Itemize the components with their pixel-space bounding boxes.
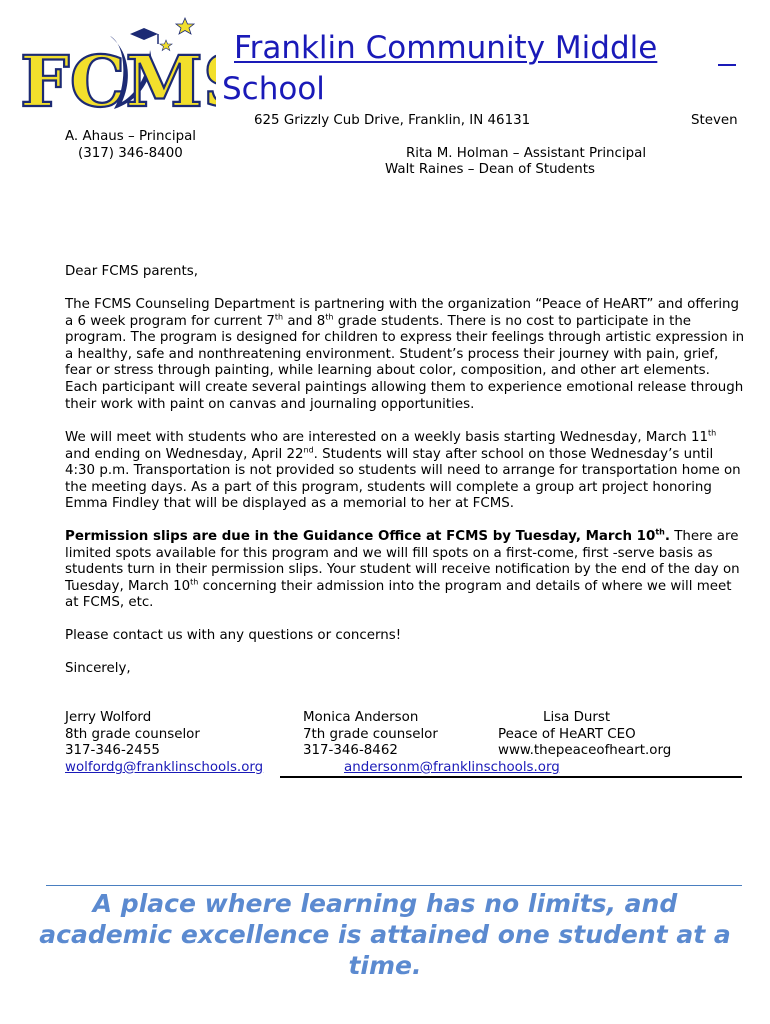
p2-sup-2: nd	[303, 445, 314, 455]
logo-text: FCM	[20, 40, 203, 114]
p3-deadline-text: Permission slips are due in the Guidance Office at FCMS by Tuesday, March 10	[65, 529, 656, 544]
signer-phone: 317-346-2455	[65, 743, 160, 759]
p1-sup-2: th	[325, 312, 334, 322]
signer-name: Jerry Wolford	[65, 710, 152, 725]
p2-sup-1: th	[708, 428, 717, 438]
signature-wolford	[65, 710, 263, 776]
p1-text-c: grade students. There is no cost to participate in the program. The program is designed for children to express their feelings through artistic expression in a healthy, safe and nonthreatening environment. Student’s process their journey with pain, grief, fear or stress through painting, while learning about color, composition, and other art elements. Each participant will create several paintings allowing them to experience emotional release through their work with paint on canvas and journaling opportunities.	[65, 313, 745, 412]
closing-text: Sincerely,	[65, 661, 131, 676]
school-address: 625 Grizzly Cub Drive, Franklin, IN 46131	[254, 113, 531, 128]
p1-sup-1: th	[274, 312, 284, 322]
school-name-line2: School	[222, 71, 325, 107]
footer-divider	[46, 885, 742, 886]
p3-text-b: concerning their admission into the program and details of where we will meet at FCMS, etc.	[65, 578, 732, 611]
p3-sup: th	[190, 577, 199, 587]
p1-text-a: The FCMS Counseling Department is partnering with the organization “Peace of HeART” and offering a 6 week program for current 7	[65, 297, 740, 329]
p3-deadline-sup: th	[655, 527, 665, 537]
letter-paragraph-4	[65, 628, 745, 645]
fcms-logo-icon	[18, 14, 216, 114]
p2-text-a: We will meet with students who are interested on a weekly basis starting Wednesday, March 11	[65, 430, 709, 445]
letter-greeting	[65, 264, 745, 281]
p4-text: Please contact us with any questions or concerns!	[65, 628, 402, 643]
email-link-anderson[interactable]: andersonm@franklinschools.org	[344, 759, 560, 775]
signer-title: 8th grade counselor	[65, 726, 200, 742]
principal-line: A. Ahaus – Principal	[65, 129, 197, 144]
p2-text-c: . Students will stay after school on those Wednesday’s until 4:30 p.m. Transportation is not provided so students will need to arrange for transportation home on the meeting days. As a part of this program, students will complete a group art project honoring Emma Findley that will be displayed as a memorial to her at FCMS.	[65, 446, 741, 512]
school-motto: A place where learning has no limits, and academic excellence is attained one student at a time.	[39, 889, 731, 980]
signer-phone: 317-346-8462	[303, 743, 398, 759]
p3-deadline-end: .	[664, 529, 670, 544]
principal-first-name: Steven	[691, 113, 738, 128]
letter-paragraph-1	[65, 297, 745, 413]
signer-name: Lisa Durst	[543, 710, 611, 725]
dean-of-students: Walt Raines – Dean of Students	[385, 162, 596, 177]
signer-website: www.thepeaceofheart.org	[498, 743, 672, 759]
signer-title: 7th grade counselor	[303, 726, 438, 742]
assistant-principal: Rita M. Holman – Assistant Principal	[406, 146, 647, 161]
signature-durst	[498, 710, 671, 760]
school-phone: (317) 346-8400	[78, 146, 183, 161]
signature-divider	[280, 776, 742, 778]
title-underline	[718, 64, 736, 66]
p2-text-b: and ending on Wednesday, April 22	[65, 446, 304, 462]
letter-closing	[65, 661, 745, 678]
p1-text-b: and 8	[283, 313, 326, 329]
school-logo	[18, 14, 216, 114]
p3-text-a: There are limited spots available for this program and we will fill spots on a first-come, first -serve basis as students turn in their permission slips. Your student will receive notification by the end of the day on Tuesday, March 10	[65, 529, 740, 594]
signer-title: Peace of HeART CEO	[498, 726, 636, 742]
school-name-line1: Franklin Community Middle	[234, 30, 658, 66]
signer-name: Monica Anderson	[303, 710, 419, 725]
email-link-wolford[interactable]: wolfordg@franklinschools.org	[65, 759, 264, 775]
letter-paragraph-3	[65, 529, 745, 612]
greeting-text: Dear FCMS parents,	[65, 264, 199, 279]
letter-paragraph-2	[65, 430, 745, 513]
